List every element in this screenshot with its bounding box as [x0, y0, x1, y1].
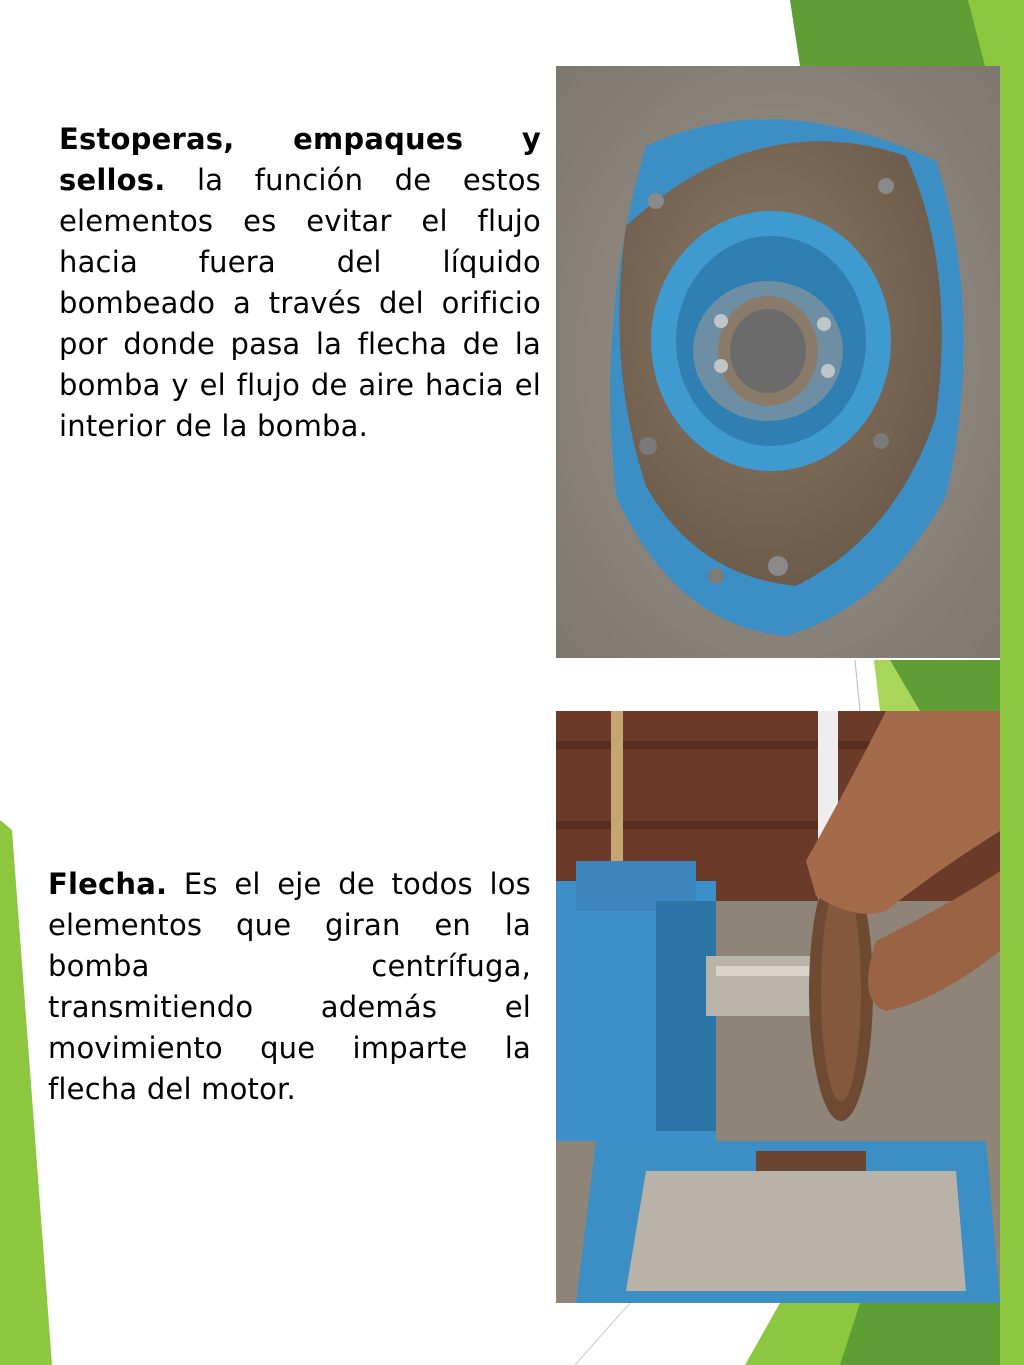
deco-stripe-left: [0, 820, 52, 1365]
seals-title: Estoperas, empaques y sellos.: [59, 122, 541, 197]
deco-line-mid: [855, 660, 860, 711]
shaft-photo: [556, 711, 1000, 1303]
deco-line-bottom: [575, 1303, 630, 1365]
seals-body: la función de estos elementos es evitar el flujo hacia fuera del líquido bombeado a través del orificio por donde pasa la flecha de la bomba y el flujo de aire hacia el interior de la bomba.: [59, 163, 541, 443]
deco-stripe-light-top: [1000, 0, 1024, 660]
deco-stripe-dark-top: [790, 0, 1000, 66]
deco-stripe-bottom-dark: [840, 1303, 1000, 1365]
seals-photo: [556, 66, 1000, 658]
shaft-text-block: [48, 864, 531, 1110]
shaft-title: Flecha.: [48, 867, 168, 901]
shaft-body: Es el eje de todos los elementos que giran en la bomba centrífuga, transmitiendo además el movimiento que imparte la flecha del motor.: [48, 867, 531, 1106]
seals-text-block: [59, 119, 541, 447]
deco-stripe-right: [1000, 660, 1024, 1365]
